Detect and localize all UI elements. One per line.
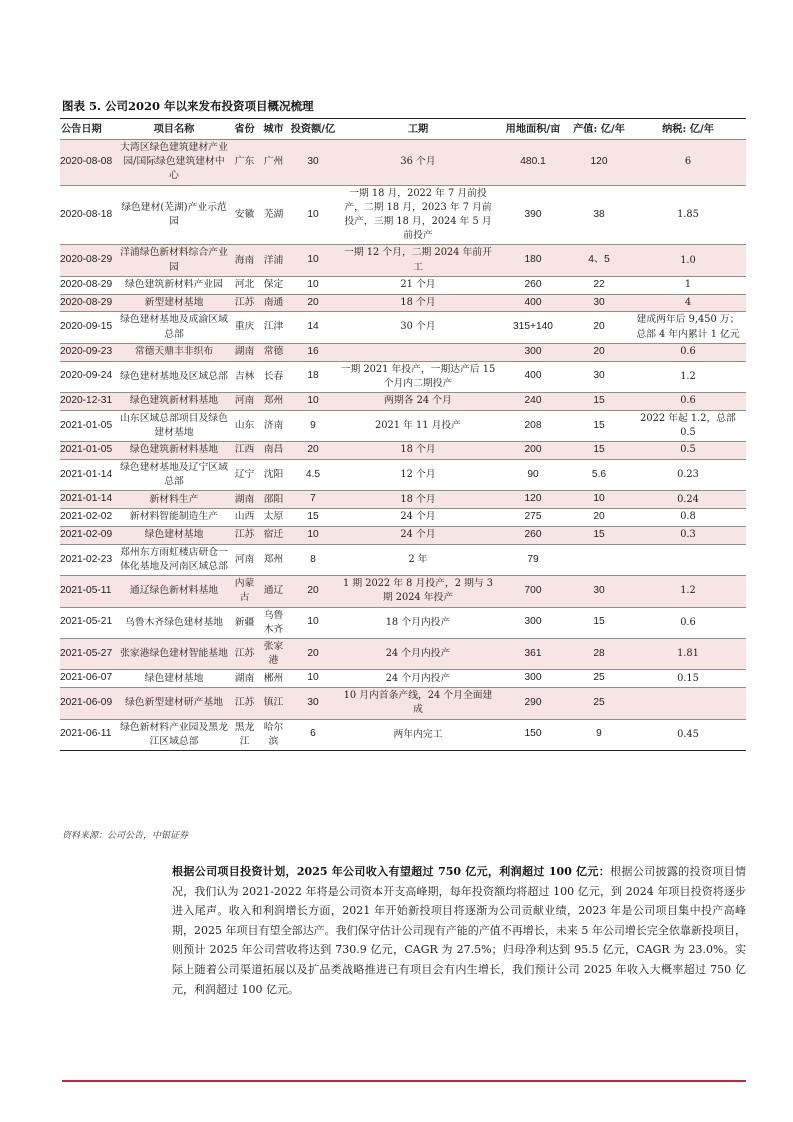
cell-name: 洋浦绿色新材料综合产业园 [118, 245, 230, 276]
cell-invest: 30 [288, 688, 338, 719]
cell-output: 30 [568, 576, 630, 607]
cell-output: 25 [568, 688, 630, 719]
cell-period: 一期 2021 年投产，一期达产后 15 个月内二期投产 [338, 361, 498, 392]
cell-province: 新疆 [230, 607, 259, 638]
cell-city: 郑州 [259, 392, 288, 410]
table-row [60, 459, 746, 490]
table-row [60, 509, 746, 527]
header-province: 省份 [230, 119, 259, 140]
cell-land: 260 [498, 526, 568, 544]
cell-city: 通辽 [259, 576, 288, 607]
cell-city: 江津 [259, 312, 288, 343]
cell-period: 24 个月 [338, 526, 498, 544]
cell-province: 河南 [230, 392, 259, 410]
table-row [60, 294, 746, 312]
cell-land: 290 [498, 688, 568, 719]
cell-land: 300 [498, 343, 568, 361]
cell-period: 18 个月 [338, 442, 498, 460]
cell-name: 绿色建材(芜湖)产业示范园 [118, 185, 230, 245]
cell-province: 江苏 [230, 294, 259, 312]
cell-name: 绿色建筑新材料基地 [118, 392, 230, 410]
cell-province: 江苏 [230, 638, 259, 669]
cell-land: 400 [498, 294, 568, 312]
cell-output: 15 [568, 410, 630, 441]
cell-city: 乌鲁木齐 [259, 607, 288, 638]
table-row [60, 670, 746, 688]
cell-period: 18 个月 [338, 294, 498, 312]
cell-period: 2021 年 11 月投产 [338, 410, 498, 441]
cell-province: 海南 [230, 245, 259, 276]
cell-date: 2020-08-18 [60, 185, 118, 245]
cell-output: 15 [568, 392, 630, 410]
cell-invest: 10 [288, 276, 338, 294]
cell-period: 24 个月 [338, 509, 498, 527]
cell-invest: 10 [288, 607, 338, 638]
cell-period: 2 年 [338, 544, 498, 575]
cell-land: 700 [498, 576, 568, 607]
cell-land: 315+140 [498, 312, 568, 343]
header-tax: 纳税: 亿/年 [630, 119, 746, 140]
cell-land: 480.1 [498, 140, 568, 186]
cell-output: 120 [568, 140, 630, 186]
table-row [60, 491, 746, 509]
cell-name: 乌鲁木齐绿色建材基地 [118, 607, 230, 638]
cell-land: 120 [498, 491, 568, 509]
cell-output: 20 [568, 343, 630, 361]
cell-name: 新材料生产 [118, 491, 230, 509]
cell-name: 大湾区绿色建筑建材产业园/国际绿色建筑建材中心 [118, 140, 230, 186]
cell-output: 20 [568, 509, 630, 527]
cell-city: 张家港 [259, 638, 288, 669]
cell-tax: 4 [630, 294, 746, 312]
cell-name: 新材料智能制造生产 [118, 509, 230, 527]
header-project-name: 项目名称 [118, 119, 230, 140]
cell-city: 沈阳 [259, 459, 288, 490]
cell-period: 一期 12 个月，二期 2024 年前开工 [338, 245, 498, 276]
cell-output: 22 [568, 276, 630, 294]
cell-province: 重庆 [230, 312, 259, 343]
cell-province: 安徽 [230, 185, 259, 245]
cell-tax: 1 [630, 276, 746, 294]
cell-name: 张家港绿色建材智能基地 [118, 638, 230, 669]
cell-output: 15 [568, 526, 630, 544]
cell-province: 湖南 [230, 670, 259, 688]
cell-name: 绿色建筑新材料基地 [118, 442, 230, 460]
cell-period [338, 343, 498, 361]
cell-name: 绿色建材基地及辽宁区域总部 [118, 459, 230, 490]
cell-name: 绿色建材基地及成渝区域总部 [118, 312, 230, 343]
cell-invest: 30 [288, 140, 338, 186]
cell-name: 常德天鼎丰非织布 [118, 343, 230, 361]
cell-tax: 0.6 [630, 607, 746, 638]
cell-tax: 0.45 [630, 719, 746, 750]
cell-city: 芜湖 [259, 185, 288, 245]
cell-output: 30 [568, 294, 630, 312]
cell-tax: 1.85 [630, 185, 746, 245]
cell-tax: 2022 年起 1.2，总部 0.5 [630, 410, 746, 441]
cell-date: 2020-09-24 [60, 361, 118, 392]
cell-province: 辽宁 [230, 459, 259, 490]
cell-date: 2021-01-05 [60, 442, 118, 460]
cell-tax: 0.23 [630, 459, 746, 490]
cell-tax: 0.6 [630, 392, 746, 410]
cell-date: 2021-02-09 [60, 526, 118, 544]
cell-invest: 10 [288, 526, 338, 544]
cell-period: 12 个月 [338, 459, 498, 490]
cell-name: 郑州东方雨虹楼店研仓一体化基地及河南区域总部 [118, 544, 230, 575]
cell-land: 79 [498, 544, 568, 575]
cell-invest: 4.5 [288, 459, 338, 490]
cell-tax: 0.6 [630, 343, 746, 361]
table-row [60, 392, 746, 410]
cell-output: 5.6 [568, 459, 630, 490]
cell-invest: 10 [288, 245, 338, 276]
cell-date: 2020-09-15 [60, 312, 118, 343]
cell-invest: 20 [288, 638, 338, 669]
cell-tax: 1.81 [630, 638, 746, 669]
cell-tax: 0.5 [630, 442, 746, 460]
cell-date: 2020-08-29 [60, 276, 118, 294]
cell-city: 太原 [259, 509, 288, 527]
cell-province: 黑龙江 [230, 719, 259, 750]
cell-period: 18 个月内投产 [338, 607, 498, 638]
cell-tax: 1.2 [630, 361, 746, 392]
cell-name: 通辽绿色新材料基地 [118, 576, 230, 607]
cell-land: 150 [498, 719, 568, 750]
table-row [60, 185, 746, 245]
cell-date: 2021-02-02 [60, 509, 118, 527]
cell-period: 24 个月内投产 [338, 670, 498, 688]
cell-province: 河南 [230, 544, 259, 575]
cell-date: 2021-06-09 [60, 688, 118, 719]
table-row [60, 442, 746, 460]
cell-tax: 1.0 [630, 245, 746, 276]
table-row [60, 719, 746, 750]
header-land-area: 用地面积/亩 [498, 119, 568, 140]
cell-tax: 0.24 [630, 491, 746, 509]
cell-name: 绿色建材基地及区域总部 [118, 361, 230, 392]
cell-name: 新型建材基地 [118, 294, 230, 312]
cell-date: 2021-05-11 [60, 576, 118, 607]
cell-date: 2020-08-08 [60, 140, 118, 186]
cell-city: 哈尔滨 [259, 719, 288, 750]
cell-date: 2021-05-21 [60, 607, 118, 638]
cell-period: 18 个月 [338, 491, 498, 509]
cell-city: 邵阳 [259, 491, 288, 509]
cell-invest: 8 [288, 544, 338, 575]
table-row [60, 312, 746, 343]
figure-title: 图表 5. 公司2020 年以来发布投资项目概况梳理 [62, 99, 314, 113]
cell-province: 江苏 [230, 526, 259, 544]
cell-province: 湖南 [230, 491, 259, 509]
cell-land: 90 [498, 459, 568, 490]
cell-output: 15 [568, 442, 630, 460]
cell-date: 2020-09-23 [60, 343, 118, 361]
table-row [60, 688, 746, 719]
cell-period: 一期 18 月，2022 年 7 月前投产，二期 18 月，2023 年 7 月前投产，三期 18 月，2024 年 5 月前投产 [338, 185, 498, 245]
cell-city: 保定 [259, 276, 288, 294]
cell-tax: 0.15 [630, 670, 746, 688]
investment-table-container [60, 118, 746, 751]
cell-invest: 7 [288, 491, 338, 509]
cell-city: 宿迁 [259, 526, 288, 544]
cell-tax: 1.2 [630, 576, 746, 607]
cell-date: 2021-01-14 [60, 459, 118, 490]
cell-period: 两期各 24 个月 [338, 392, 498, 410]
cell-output: 20 [568, 312, 630, 343]
cell-output: 4、5 [568, 245, 630, 276]
cell-province: 吉林 [230, 361, 259, 392]
header-city: 城市 [259, 119, 288, 140]
cell-tax [630, 544, 746, 575]
cell-land: 361 [498, 638, 568, 669]
cell-province: 内蒙古 [230, 576, 259, 607]
cell-date: 2020-12-31 [60, 392, 118, 410]
cell-city: 南通 [259, 294, 288, 312]
cell-city: 南昌 [259, 442, 288, 460]
table-row [60, 245, 746, 276]
cell-city: 郴州 [259, 670, 288, 688]
cell-province: 江西 [230, 442, 259, 460]
paragraph-body: 根据公司披露的投资项目情况，我们认为 2021-2022 年将是公司资本开支高峰期，每年投资额均将超过 100 亿元，到 2024 年项目投资将逐步进入尾声。收入和利润增长方面，2021 年开始新投项目将逐渐为公司贡献业绩，2023 年是公司项目集中投产高峰期，2025 年项目有望全部达产。我们保守估计公司现有产能的产值不再增长，未来 5 年公司增长完全依靠新投项目，则预计 2025 年公司营收将达到 730.9 亿元，CAGR 为 27.5%；归母净利达到 95.5 亿元，CAGR 为 23.0%。实际上随着公司渠道拓展以及扩品类战略推进已有项目会有内生增长，我们预计公司 2025 年收入大概率超过 750 亿元，利润超过 100 亿元。 [172, 865, 747, 996]
header-output: 产值: 亿/年 [568, 119, 630, 140]
table-header-row [60, 119, 746, 140]
footer-rule [62, 1080, 746, 1082]
cell-city: 郑州 [259, 544, 288, 575]
cell-land: 240 [498, 392, 568, 410]
cell-invest: 18 [288, 361, 338, 392]
cell-province: 山西 [230, 509, 259, 527]
cell-land: 300 [498, 670, 568, 688]
cell-city: 长春 [259, 361, 288, 392]
table-row [60, 638, 746, 669]
cell-tax: 6 [630, 140, 746, 186]
cell-date: 2021-02-23 [60, 544, 118, 575]
cell-province: 河北 [230, 276, 259, 294]
cell-period: 21 个月 [338, 276, 498, 294]
cell-city: 广州 [259, 140, 288, 186]
cell-invest: 20 [288, 576, 338, 607]
cell-province: 江苏 [230, 688, 259, 719]
cell-tax: 建成两年后 9,450 万；总部 4 年内累计 1 亿元 [630, 312, 746, 343]
cell-tax: 0.8 [630, 509, 746, 527]
cell-province: 湖南 [230, 343, 259, 361]
paragraph-lead: 根据公司项目投资计划，2025 年公司收入有望超过 750 亿元，利润超过 100 亿元： [172, 865, 611, 878]
cell-invest: 10 [288, 185, 338, 245]
investment-projects-table [60, 118, 746, 751]
cell-output: 25 [568, 670, 630, 688]
cell-output: 28 [568, 638, 630, 669]
cell-land: 400 [498, 361, 568, 392]
cell-period: 10 月内首条产线，24 个月全面建成 [338, 688, 498, 719]
source-note: 资料来源：公司公告，中银证券 [62, 831, 189, 841]
cell-date: 2021-01-14 [60, 491, 118, 509]
header-period: 工期 [338, 119, 498, 140]
cell-output: 38 [568, 185, 630, 245]
table-body [60, 140, 746, 751]
cell-city: 洋浦 [259, 245, 288, 276]
table-row [60, 576, 746, 607]
cell-land: 300 [498, 607, 568, 638]
cell-tax [630, 688, 746, 719]
header-investment: 投资额/亿 [288, 119, 338, 140]
cell-period: 两年内完工 [338, 719, 498, 750]
cell-tax: 0.3 [630, 526, 746, 544]
cell-date: 2020-08-29 [60, 294, 118, 312]
table-row [60, 276, 746, 294]
table-row [60, 361, 746, 392]
cell-city: 常德 [259, 343, 288, 361]
cell-invest: 10 [288, 670, 338, 688]
cell-period: 30 个月 [338, 312, 498, 343]
cell-land: 180 [498, 245, 568, 276]
table-row [60, 607, 746, 638]
cell-land: 275 [498, 509, 568, 527]
cell-land: 260 [498, 276, 568, 294]
cell-invest: 14 [288, 312, 338, 343]
cell-output: 30 [568, 361, 630, 392]
table-row [60, 544, 746, 575]
cell-invest: 9 [288, 410, 338, 441]
cell-date: 2021-05-27 [60, 638, 118, 669]
table-row [60, 140, 746, 186]
cell-name: 绿色建材基地 [118, 670, 230, 688]
cell-name: 绿色新材料产业园及黑龙江区域总部 [118, 719, 230, 750]
cell-land: 200 [498, 442, 568, 460]
cell-name: 绿色建材基地 [118, 526, 230, 544]
table-row [60, 410, 746, 441]
cell-output: 9 [568, 719, 630, 750]
cell-province: 广东 [230, 140, 259, 186]
cell-output: 15 [568, 607, 630, 638]
cell-invest: 20 [288, 442, 338, 460]
cell-output [568, 544, 630, 575]
cell-invest: 6 [288, 719, 338, 750]
cell-date: 2021-06-07 [60, 670, 118, 688]
cell-invest: 15 [288, 509, 338, 527]
analysis-paragraph [172, 862, 746, 999]
cell-city: 济南 [259, 410, 288, 441]
table-row [60, 526, 746, 544]
cell-period: 24 个月内投产 [338, 638, 498, 669]
cell-name: 绿色建筑新材料产业园 [118, 276, 230, 294]
cell-city: 镇江 [259, 688, 288, 719]
header-date: 公告日期 [60, 119, 118, 140]
cell-date: 2021-06-11 [60, 719, 118, 750]
cell-period: 1 期 2022 年 8 月投产，2 期与 3 期 2024 年投产 [338, 576, 498, 607]
cell-province: 山东 [230, 410, 259, 441]
cell-period: 36 个月 [338, 140, 498, 186]
cell-name: 绿色新型建材研产基地 [118, 688, 230, 719]
cell-land: 208 [498, 410, 568, 441]
cell-invest: 20 [288, 294, 338, 312]
cell-name: 山东区域总部项目及绿色建材基地 [118, 410, 230, 441]
cell-land: 390 [498, 185, 568, 245]
cell-date: 2021-01-05 [60, 410, 118, 441]
cell-invest: 16 [288, 343, 338, 361]
cell-output: 10 [568, 491, 630, 509]
table-row [60, 343, 746, 361]
cell-invest: 10 [288, 392, 338, 410]
cell-date: 2020-08-29 [60, 245, 118, 276]
